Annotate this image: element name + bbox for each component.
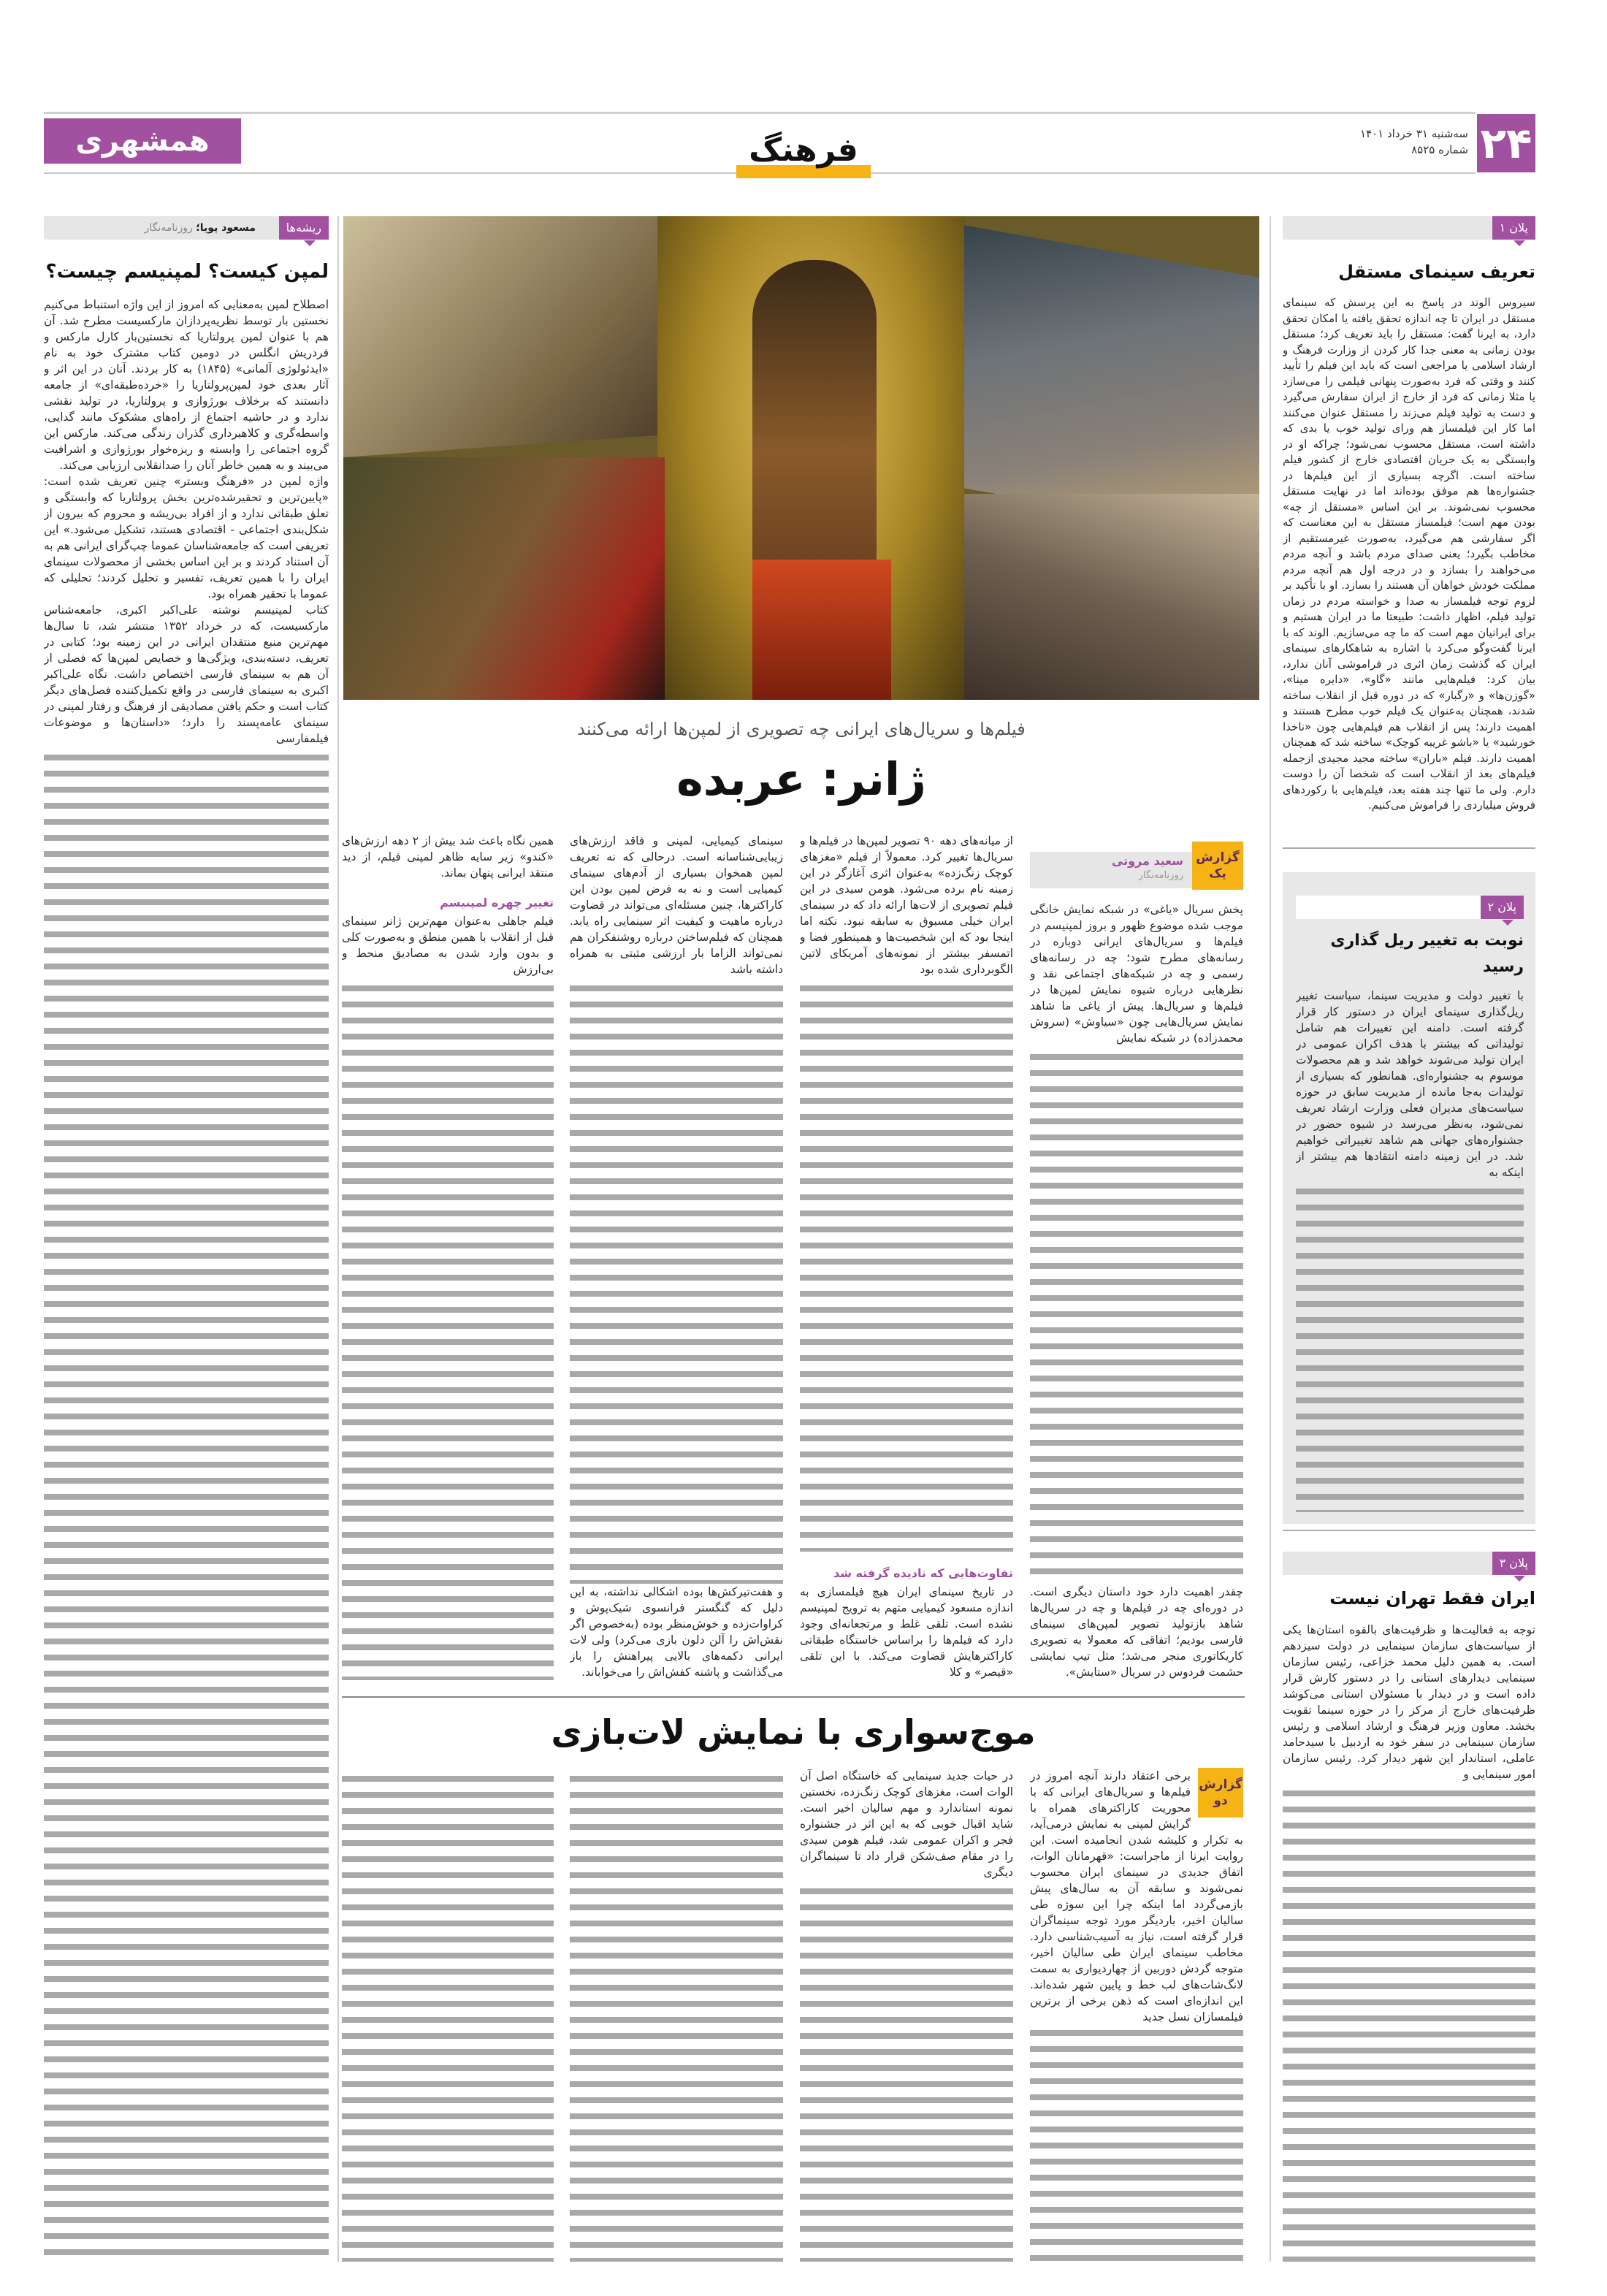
photo-panel-top-right: [913, 216, 1259, 541]
text-continuation: [44, 750, 329, 2262]
paragraph: برخی اعتقاد دارند آنچه امروز در فیلم‌ها و سریال‌های ایرانی که با محوریت کاراکترهای همراه با گرایش لمپنی به نمایش درمی‌آید، به تکرار و کلیشه شدن انجامیده است. این روایت ایرنا از ماجراست: «قهرمانان الوات، اتفاق جدیدی در سینمای ایران محسوب نمی‌شوند و سابقه آن به سال‌های پیش بازمی‌گردد اما اینکه چرا این سوژه طی سالیان اخیر، باردیگر مورد توجه سینماگران قرار گرفته است، نیاز به آسیب‌شناسی دارد. مخاطب سینمای ایران طی سالیان اخیر، متوجه گردش دوربین از چهاردیواری به سمت لانگ‌شات‌های لب خط و پایین شهر شده‌اند. این اندازه‌ای است که ذهن برخی از برترین فیلمسازان نسل جدید: [1030, 1769, 1243, 2024]
paragraph: در تاریخ سینمای ایران هیچ فیلمسازی به اندازه مسعود کیمیایی متهم به ترویج لمپنیسم نشده است. تلقی غلط و مرتجعانه‌ای وجود دارد که فیلم‌ها را براساس خاستگاه طبقاتی کاراکترهایش قضاوت می‌کند. با این تلقی «قیصر» و کلا: [800, 1585, 1013, 1679]
panel-separator: [1283, 1530, 1535, 1531]
author-name: مسعود پویا؛: [196, 222, 256, 234]
author-role: روزنامه‌نگار: [144, 222, 193, 234]
paragraph: همین نگاه باعث شد بیش از ۲ دهه ارزش‌های «کندو» زیر سایه ظاهر لمپنی فیلم، از دید منتقد ایرانی پنهان بماند.: [342, 834, 554, 880]
text-continuation: [570, 980, 783, 1584]
second-article-top-rule: [342, 1696, 1245, 1698]
paragraph: فیلم جاهلی به‌عنوان مهم‌ترین ژانر سینمای قبل از انقلاب با همین منطق و به‌صورت کلی و بدون وارد شدن به مصادیق منحط و بی‌ارزش: [342, 915, 554, 976]
main-article-title: ژانر: عربده: [676, 752, 926, 806]
report-two-badge: گزارش دو: [1198, 1768, 1243, 1818]
author-role: روزنامه‌نگار: [1138, 870, 1183, 881]
main-article-kicker: فیلم‌ها و سریال‌های ایرانی چه تصویری از لمپن‌ها ارائه می‌کنند: [577, 719, 1026, 739]
left-column-label-bar: [44, 216, 329, 240]
main-article-column-3: [570, 833, 783, 1680]
second-article-column-4: [342, 1768, 554, 2262]
section-name: فرهنگ: [749, 131, 858, 169]
text-continuation: [342, 1771, 554, 2262]
second-article-column-1: [1030, 1768, 1243, 2262]
paragraph: با تغییر دولت و مدیریت سینما، سیاست تغییر ریل‌گذاری سینمای ایران در دستور کار قرار گرفته است. دامنه این تغییرات هم شامل تولیداتی که بیشتر با هدف اکران عمومی در ایران تولید می‌شوند خواهد شد و هم محصولات موسوم به جشنواره‌ای. همانطور که بسیاری از تولیدات به‌جا مانده از مدیریت سابق در حوزه سیاست‌های مدیران فعلی وزارت ارشاد تعریف نمی‌شود، به‌نظر می‌رسد در شیوه حضور در جشنواره‌های جهانی هم شاهد تغییراتی خواهیم شد. در این زمینه دامنه انتقادها هم بیشتر از اینکه به: [1296, 989, 1524, 1179]
subheading: تغییر چهره لمپنیسم: [440, 896, 554, 909]
main-article-photo-collage: [343, 216, 1259, 700]
text-continuation: [1030, 2025, 1243, 2262]
photo-figure-shorts: [752, 560, 891, 700]
issue-date: سه‌شنبه ۳۱ خرداد ۱۴۰۱: [1359, 127, 1468, 140]
column-divider-left: [337, 216, 339, 2262]
main-article-byline: [1037, 853, 1183, 882]
left-column-headline: لمپن کیست؟ لمپنیسم چیست؟: [45, 261, 329, 283]
paragraph: واژه لمپن در «فرهنگ وبستر» چنین تعریف شده است: «پایین‌ترین و تحقیرشده‌ترین بخش پرولتاریا که وابستگی و تعلق طبقاتی ندارد و از افراد بی‌ریشه و محروم که بیرون از شکل‌بندی اجتماعی - اقتصادی هستند، تشکیل می‌شود.» این تعریفی است که جامعه‌شناسان عموما چپ‌گرای ایرانی هم به آن استناد کردند و بر این اساس بخشی از محصولات سینمای ایران را با همین تعریف، تفسیر و تحلیل کردند؛ تحلیلی که عموما با تحقیر همراه بود.: [44, 475, 329, 600]
report-one-badge: گزارش یک: [1192, 842, 1243, 890]
newspaper-logo: [44, 118, 241, 164]
panel-3-body: [1283, 1584, 1535, 2262]
panel-2-headline: نوبت به تغییر ریل گذاری رسید: [1330, 931, 1524, 976]
paragraph: و هفت‌تیرکش‌ها بوده اشکالی نداشته، به این دلیل که گنگستر فرانسوی شیک‌پوش و کراوات‌زده و خوش‌منظر بوده (به‌خصوص اگر نقش‌اش را آلن دلون بازی می‌کرد) ولی لات ایرانی دکمه‌های بالایی پیراهنش را باز می‌گذاشت و پاشنه کفش‌اش را می‌خواباند.: [570, 1585, 783, 1679]
paragraph: سیروس الوند در پاسخ به این پرسش که سینمای مستقل در ایران تا چه اندازه تحقق یافته یا امکان تحقق دارد، به ایرنا گفت: مستقل را باید تعریف کرد؛ مستقل بودن زمانی به معنی جدا کار کردن از وزارت فرهنگ و ارشاد اسلامی یا مراجعی است که باید این فیلم را تأیید کنند و وقتی که فرد به‌صورت پنهانی فیلمی را می‌سازد یا مثلا زمانی که فرد از خارج از ایران سفارش می‌گیرد و دست به تولید فیلم می‌زند را مستقل عنوان می‌کنند اما کار این فیلمساز هم ورای تولید خوب یا بدی که داشته است، مستقل محسوب نمی‌شود؛ چراکه او در وابستگی به یک جریان اقتصادی خارج از کشور فیلم ساخته است. اگرچه بسیاری از این فیلم‌ها در جشنواره‌ها هم موفق بوده‌اند اما در نهایت مستقل محسوب نمی‌شوند. بر این اساس «مستقل از چه» بودن مهم است؛ فیلمساز مستقل به این معناست که اگر سفارشی هم می‌گیرد، به‌صورت غیرمستقیم از مخاطب بگیرد؛ یعنی صدای مردم باشد و آنچه مردم می‌خواهند را بسازد و در درجه اول هم آنچه مردم مملکت خودش خواهان آن هستند را بسازد. او با تأکید بر لزوم توجه فیلمساز به صدا و خواسته مردم در زمان تولید فیلم، اظهار داشت: طبیعتا ما در ایران هستیم و برای ایرانیان مهم است که ما چه می‌سازیم. الوند که با ایرنا گفت‌وگو می‌کرد با اشاره به شاهکارهای سینمای ایران که گذشت زمان اثری در فراموشی آنان ندارد، بیان کرد: فیلم‌هایی مانند «گاو»، «دایره مینا»، «گوزن‌ها» و «رگبار» که در دوره قبل از انقلاب ساخته شدند، همچنان به‌عنوان یک فیلم خوب مطرح هستند و اهمیت دارند؛ پس از انقلاب هم فیلم‌هایی چون «ناخدا خورشید» یا «باشو غریبه کوچک» ساخته شد که همچنان اهمیت دارند. فیلم «باران» ساخته مجید مجیدی ازجمله فیلم‌های بعد از انقلاب است که شخصا آن را دوست دارم. ولی ما تنها چند هفته بعد، فیلم‌هایی با رکوردهای فروش میلیاردی را فراموش می‌کنیم.: [1283, 296, 1535, 812]
page-number: ۲۴: [1480, 118, 1532, 168]
panel-3-label-bar: [1283, 1552, 1535, 1575]
panel-2-body: [1296, 928, 1524, 1512]
paragraph: پخش سریال «یاغی» در شبکه نمایش خانگی موجب شده موضوع ظهور و بروز لمپنیسم در فیلم‌ها و سریال‌های ایرانی دوباره در رسانه‌های مطرح شود؛ چه در رسانه‌های رسمی و چه در شبکه‌های اجتماعی نقد و نظرهایی درباره شیوه نمایش لمپن‌ها در فیلم‌ها و سریال‌ها. پیش از یاغی ما شاهد نمایش سریال‌هایی چون «سیاوش» (سروش محمدزاده) در شبکه نمایش: [1030, 903, 1243, 1045]
photo-panel-bottom-right: [964, 494, 1259, 700]
main-article-column-1: [1030, 901, 1243, 1680]
left-column-byline: [145, 216, 256, 240]
subheading: تفاوت‌هایی که نادیده گرفته شد: [833, 1566, 1013, 1580]
issue-info: [1308, 126, 1468, 158]
text-continuation: [1296, 1183, 1524, 1512]
panel-2-tag: پلان ۲: [1481, 896, 1524, 919]
paragraph: چقدر اهمیت دارد خود داستان دیگری است. در دوره‌ای چه در فیلم‌ها و چه در سریال‌ها شاهد بازتولید تصویر لمپن‌های سینمای فارسی بودیم؛ اتفاقی که معمولا به تصویری کاریکاتوری منجر می‌شد؛ مثل تیپ نمایشی حشمت فردوس در سریال «ستایش».: [1030, 1585, 1243, 1679]
photo-panel-bottom-left: [343, 457, 665, 700]
column-divider-right: [1270, 216, 1271, 2262]
photo-figure-back: [752, 260, 877, 581]
paragraph: از میانه‌های دهه ۹۰ تصویر لمپن‌ها در فیلم‌ها و سریال‌ها تغییر کرد. معمولاً از فیلم «مغزهای کوچک زنگ‌زده» به‌عنوان اثری آغازگر در این زمینه نام برده می‌شود. هومن سیدی در این فیلم تصویری از لات‌ها ارائه داد که در سینمای ایران خیلی مسبوق به سابقه نبود. نکته اما اینجا بود که این شخصیت‌ها و همینطور فضا و اتمسفر بیشتر از نمونه‌های آمریکای لاتین الگوبرداری شده بود: [800, 834, 1013, 976]
panel-1-headline: تعریف سینمای مستقل: [1338, 262, 1535, 282]
paragraph: اصطلاح لمپن به‌معنایی که امروز از این واژه استنباط می‌کنیم نخستین بار توسط نظریه‌پردازان مارکسیست مطرح شد. آن هم با عنوان لمپن پرولتاریا که نخستین‌بار کارل مارکس و فردریش انگلس در دومین کتاب مشترک خود به نام «ایدئولوژی آلمانی» (۱۸۴۵) به کار بردند. آنان در این اثر و آثار بعدی خود لمپن‌پرولتاریا را «خرده‌طبقه‌ای» از جامعه دانستند که برخلاف بورژوازی و پرولتاریا، در تولید نقشی ندارد و در حاشیه اجتماع از راه‌های مشکوک مانند گدایی، واسطه‌گری و کلاهبرداری گذران زندگی می‌کند. مارکس این گروه اجتماعی را وابسته و ریزه‌خوار بورژوازی و اشرافیت می‌بیند و به همین خاطر آنان را ضدانقلابی ارزیابی می‌کند.: [44, 298, 329, 472]
paragraph: توجه به فعالیت‌ها و ظرفیت‌های بالقوه استان‌ها یکی از سیاست‌های سازمان سینمایی در دولت سیزدهم است. به همین دلیل محمد خزاعی، رئیس سازمان سینمایی دیدارهای استانی را در دستور کارش قرار داده است و در دیدار با مسئولان استانی می‌کوشد ظرفیت‌های خارج از مرکز را در حوزه سینما تقویت بخشد. معاون وزیر فرهنگ و ارشاد اسلامی و رئیس سازمان سینمایی در سفر خود به اردبیل با سیدحامد عاملی، استاندار این شهر دیدار کرد. رئیس سازمان امور سینمایی و: [1283, 1623, 1535, 1781]
panel-1-body: [1283, 257, 1535, 839]
paragraph: کتاب لمپنیسم نوشته علی‌اکبر اکبری، جامعه‌شناس مارکسیست، که در خرداد ۱۳۵۲ منتشر شد، تا سال‌ها مهم‌ترین منبع منتقدان ایرانی در این زمینه بود؛ کتابی در تعریف، دسته‌بندی، ویژگی‌ها و خصایص لمپن‌ها که فصلی از آن هم به سینمای فارسی اختصاص داشت. نگاه علی‌اکبر اکبری به سینمای فارسی در واقع تکمیل‌کننده فصل‌های دیگر کتاب است و حکم یافتن مصادیقی از فرهنگ و رفتار لمپنی در سینمای عامه‌پسند را دارد؛ «داستان‌ها و موضوعات فیلمفارسی: [44, 603, 329, 745]
text-continuation: [800, 1883, 1013, 2262]
text-continuation: [342, 980, 554, 1680]
panel-1-label-bar: [1283, 216, 1535, 240]
panel-2-label-bar: [1296, 896, 1524, 919]
header-top-rule: [44, 112, 1476, 114]
main-article-column-2: [800, 833, 1013, 1680]
panel-3-tag: پلان ۳: [1492, 1552, 1535, 1575]
text-continuation: [570, 1771, 783, 2262]
second-article-column-2: [800, 1768, 1013, 2262]
left-column-body: [44, 257, 329, 2262]
second-article-column-3: [570, 1768, 783, 2262]
issue-number: شماره ۸۵۲۵: [1411, 143, 1468, 156]
page-number-box: [1477, 114, 1535, 172]
text-continuation: [1283, 1785, 1535, 2262]
section-tag-roots: ریشه‌ها: [279, 216, 329, 240]
author-name: سعید مروتی: [1111, 854, 1183, 868]
text-continuation: [800, 980, 1013, 1552]
section-title: [716, 130, 891, 181]
paragraph: سینمای کیمیایی، لمپنی و فاقد ارزش‌های زیبایی‌شناسانه است. درحالی که نه تعریف لمپن همخوان بسیاری از آدم‌های سینمای کیمیایی است و نه به فرض لمپن بودن این کاراکترها، چنین مسئله‌ای می‌تواند در قضاوت درباره ماهیت و کیفیت اثر سینمایی راه یابد. همچنان که فیلم‌ساختن درباره روشنفکران هم نمی‌تواند الزاما بار ارزشی مثبتی به همراه داشته باشد: [570, 834, 783, 976]
panel-separator: [1283, 847, 1535, 849]
text-continuation: [1030, 1049, 1243, 1584]
paragraph: در حیات جدید سینمایی که خاستگاه اصل آن الوات است، مغزهای کوچک زنگ‌زده، نخستین نمونه استاندارد و مهم سالیان اخیر است. شاید اقبال خوبی که به این اثر در جشنواره فجر و اکران عمومی شد، فیلم هومن سیدی را در مقام صف‌شکن قرار داد تا سینماگران دیگری: [800, 1769, 1013, 1879]
main-article-column-4: [342, 833, 554, 1680]
panel-3-headline: ایران فقط تهران نیست: [1329, 1588, 1535, 1609]
panel-1-tag: پلان ۱: [1492, 216, 1535, 240]
second-article-title: موج‌سواری با نمایش لات‌بازی: [342, 1706, 1245, 1758]
logo-text: همشهری: [75, 124, 210, 158]
